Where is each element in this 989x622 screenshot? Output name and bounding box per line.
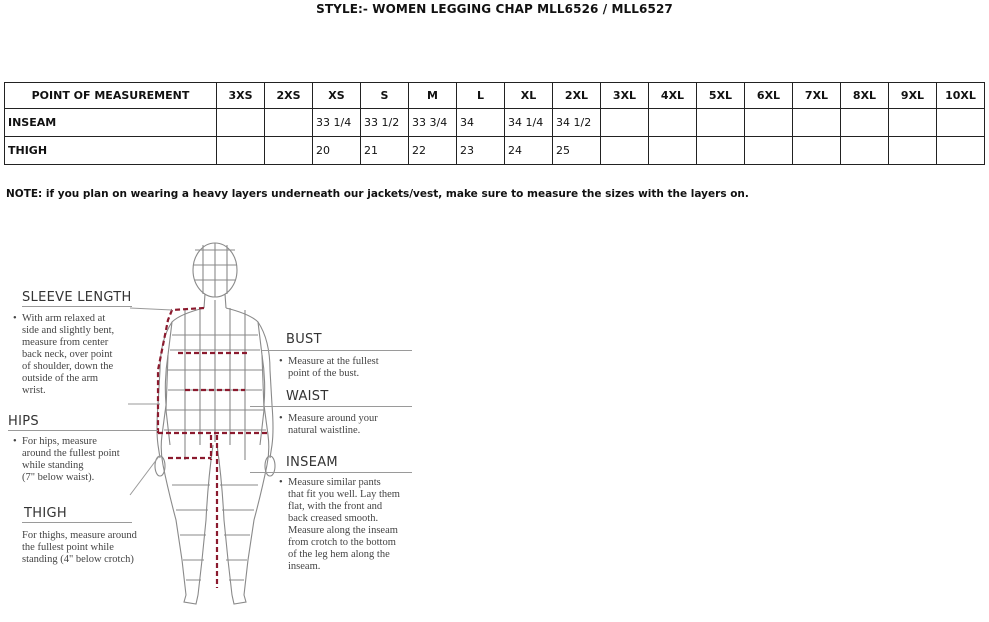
size-header: 4XL — [649, 83, 697, 109]
desc-line: standing (4" below crotch) — [22, 554, 134, 565]
table-cell — [217, 137, 265, 165]
desc-line: Measure at the fullest — [288, 356, 379, 367]
table-cell — [649, 109, 697, 137]
desc-line: For hips, measure — [22, 436, 97, 447]
size-header: 8XL — [841, 83, 889, 109]
table-header-row — [5, 83, 985, 109]
hips-description — [13, 436, 120, 484]
desc-line: back creased smooth. — [288, 513, 379, 524]
bust-description — [279, 356, 379, 380]
table-cell: 25 — [553, 137, 601, 165]
table-cell — [937, 109, 985, 137]
row-label: INSEAM — [5, 109, 217, 137]
table-row-thigh — [5, 137, 985, 165]
desc-line: flat, with the front and — [288, 501, 383, 512]
desc-line: outside of the arm — [22, 373, 99, 384]
desc-line: natural waistline. — [288, 425, 361, 436]
inseam-divider — [250, 472, 412, 473]
table-cell — [937, 137, 985, 165]
table-cell: 21 — [361, 137, 409, 165]
table-cell — [601, 109, 649, 137]
size-header: 9XL — [889, 83, 937, 109]
sleeve-divider — [22, 306, 132, 307]
waist-description — [279, 413, 378, 437]
size-header: 10XL — [937, 83, 985, 109]
size-header: 7XL — [793, 83, 841, 109]
table-cell — [265, 109, 313, 137]
size-header: 2XS — [265, 83, 313, 109]
table-cell — [265, 137, 313, 165]
body-outline — [155, 243, 275, 604]
table-cell: 33 1/2 — [361, 109, 409, 137]
table-row-inseam — [5, 109, 985, 137]
size-header: XS — [313, 83, 361, 109]
table-cell — [793, 109, 841, 137]
waist-divider — [250, 406, 412, 407]
size-header: 3XL — [601, 83, 649, 109]
hips-divider — [8, 430, 158, 431]
table-cell — [793, 137, 841, 165]
table-cell: 23 — [457, 137, 505, 165]
sleeve-length-title: SLEEVE LENGTH — [22, 290, 132, 305]
desc-line: Measure around your — [288, 413, 378, 424]
bust-divider — [262, 350, 412, 351]
desc-line: from crotch to the bottom — [288, 537, 396, 548]
table-cell — [697, 109, 745, 137]
size-header: XL — [505, 83, 553, 109]
desc-line: around the fullest point — [22, 448, 120, 459]
desc-line: point of the bust. — [288, 368, 360, 379]
desc-line: back neck, over point — [22, 349, 113, 360]
table-cell — [649, 137, 697, 165]
desc-line: that fit you well. Lay them — [288, 489, 400, 500]
inseam-description — [279, 477, 400, 573]
table-cell — [841, 109, 889, 137]
table-cell: 34 — [457, 109, 505, 137]
table-cell — [601, 137, 649, 165]
row-label: THIGH — [5, 137, 217, 165]
desc-line: Measure similar pants — [288, 477, 381, 488]
table-cell: 20 — [313, 137, 361, 165]
page-title: STYLE:- WOMEN LEGGING CHAP MLL6526 / MLL6527 — [316, 2, 673, 16]
desc-line: With arm relaxed at — [22, 313, 106, 324]
desc-line: (7" below waist). — [22, 472, 95, 483]
bullet: • — [279, 413, 283, 424]
hips-title: HIPS — [8, 414, 39, 429]
desc-line: side and slightly bent, — [22, 325, 115, 336]
inseam-title: INSEAM — [286, 455, 338, 470]
inseam-measure-line — [211, 435, 217, 588]
size-header: M — [409, 83, 457, 109]
header-label: POINT OF MEASUREMENT — [5, 83, 217, 109]
size-header: 3XS — [217, 83, 265, 109]
bust-title: BUST — [286, 332, 322, 347]
desc-line: measure from center — [22, 337, 109, 348]
thigh-title: THIGH — [24, 506, 67, 521]
table-cell: 33 3/4 — [409, 109, 457, 137]
size-chart-table — [4, 82, 985, 165]
desc-line: while standing — [22, 460, 84, 471]
table-cell — [889, 137, 937, 165]
thigh-divider — [22, 522, 132, 523]
desc-line: the fullest point while — [22, 542, 114, 553]
thigh-description — [22, 530, 137, 566]
bullet: • — [279, 477, 283, 488]
size-header: L — [457, 83, 505, 109]
bullet: • — [279, 356, 283, 367]
desc-line: Measure along the inseam — [288, 525, 398, 536]
table-cell — [697, 137, 745, 165]
table-cell — [745, 137, 793, 165]
sleeve-description — [13, 313, 115, 397]
table-cell: 34 1/4 — [505, 109, 553, 137]
size-header: 6XL — [745, 83, 793, 109]
table-cell — [217, 109, 265, 137]
size-header: 2XL — [553, 83, 601, 109]
table-cell — [841, 137, 889, 165]
desc-line: of shoulder, down the — [22, 361, 114, 372]
bullet: • — [13, 313, 17, 324]
table-cell — [745, 109, 793, 137]
layering-note: NOTE: if you plan on wearing a heavy layers underneath our jackets/vest, make sure to measure the sizes with the layers on. — [6, 188, 749, 200]
desc-line: wrist. — [22, 385, 46, 396]
desc-line: For thighs, measure around — [22, 530, 137, 541]
desc-line: inseam. — [288, 561, 321, 572]
size-header: S — [361, 83, 409, 109]
table-cell: 22 — [409, 137, 457, 165]
table-cell: 24 — [505, 137, 553, 165]
table-cell: 34 1/2 — [553, 109, 601, 137]
table-cell: 33 1/4 — [313, 109, 361, 137]
size-header: 5XL — [697, 83, 745, 109]
desc-line: of the leg hem along the — [288, 549, 390, 560]
table-cell — [889, 109, 937, 137]
waist-title: WAIST — [286, 389, 329, 404]
bullet: • — [13, 436, 17, 447]
